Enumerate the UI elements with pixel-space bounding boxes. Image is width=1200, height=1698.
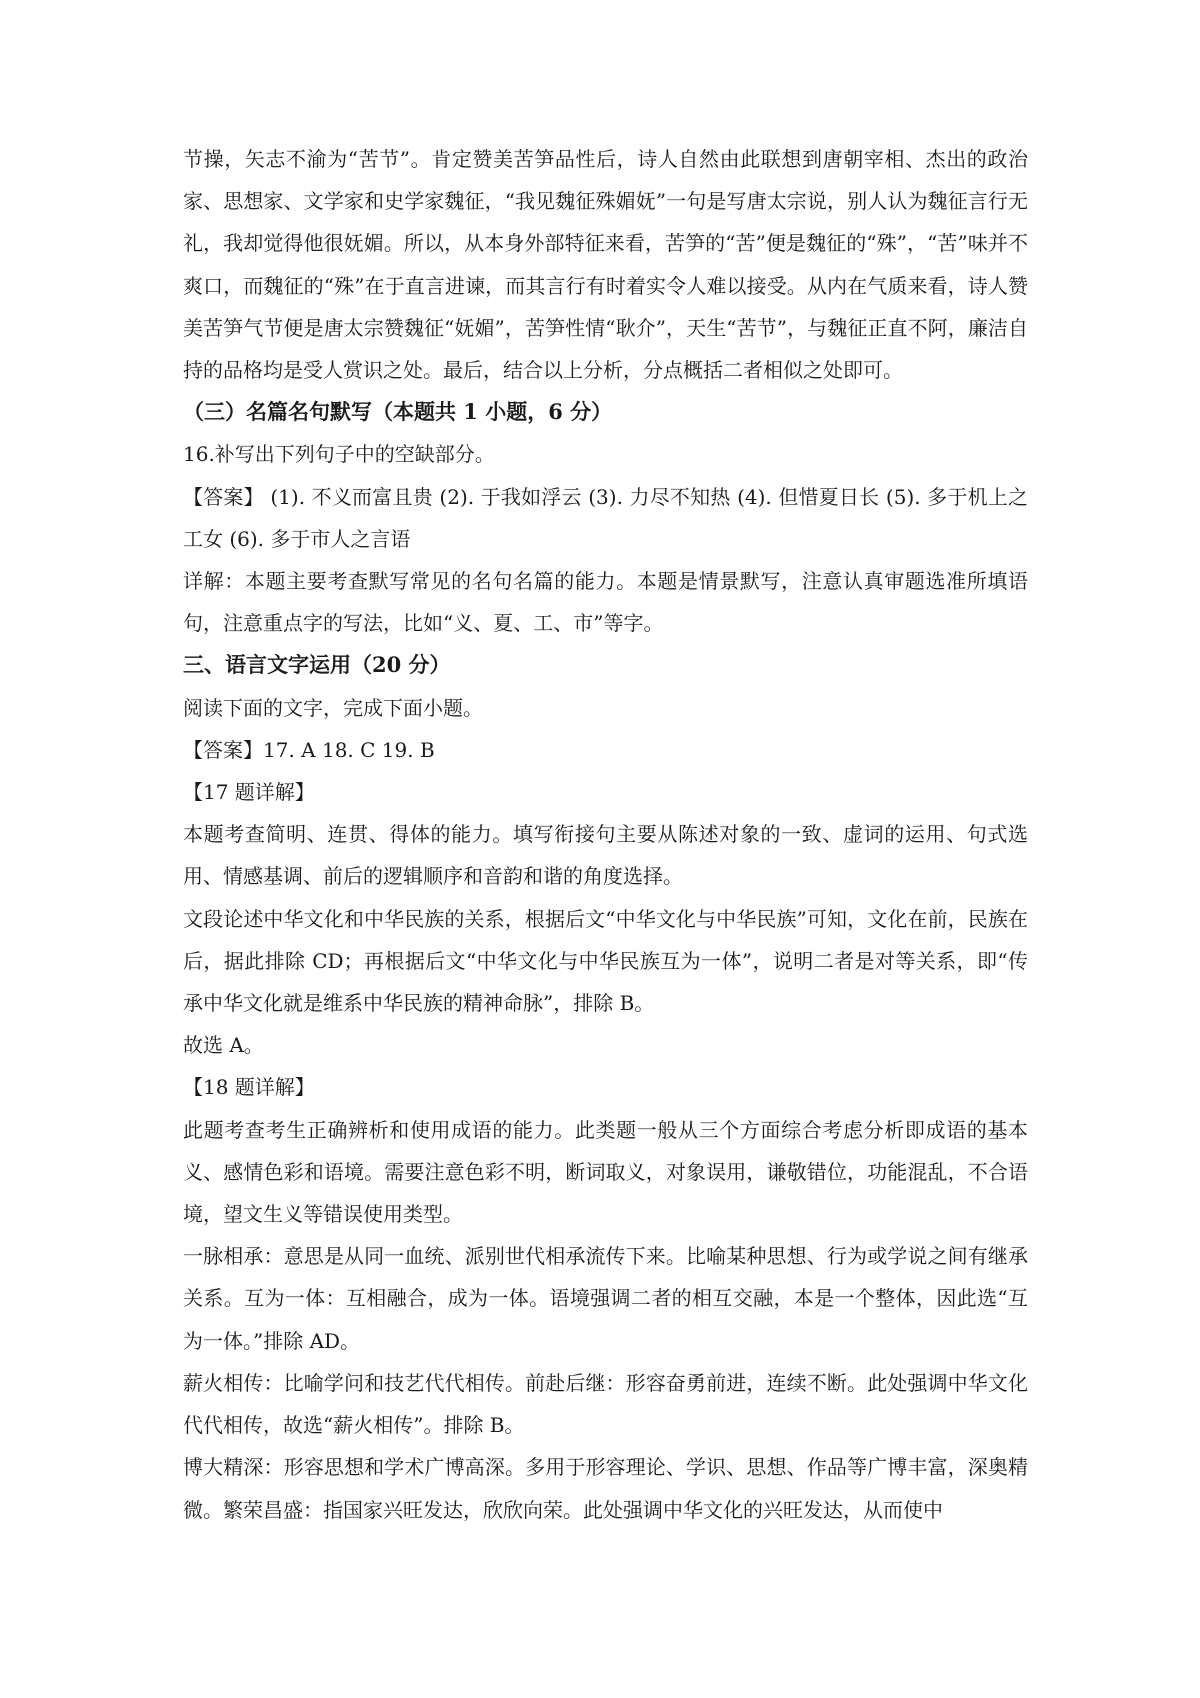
q18-explanation-1: 此题考查考生正确辨析和使用成语的能力。此类题一般从三个方面综合考虑分析即成语的基本义、感情色彩和语境。需要注意色彩不明，断词取义，对象误用，谦敬错位，功能混乱，不合语境，望文生义等错误使用类型。 <box>183 1117 1028 1227</box>
answer-16: 【答案】 (1). 不义而富且贵 (2). 于我如浮云 (3). 力尽不知热 (4). 但惜夏日长 (5). 多于机上之工女 (6). 多于市人之言语 <box>183 484 1028 551</box>
explanation-16: 详解：本题主要考查默写常见的名句名篇的能力。本题是情景默写，注意认真审题选准所填语句，注意重点字的写法，比如“义、夏、工、市”等字。 <box>183 569 1028 636</box>
q18-heading: 【18 题详解】 <box>183 1075 315 1100</box>
document-page <box>183 138 1028 1531</box>
q17-conclusion: 故选 A。 <box>183 1033 264 1058</box>
analysis-paragraph: 节操，矢志不渝为“苦节”。肯定赞美苦笋品性后，诗人自然由此联想到唐朝宰相、杰出的政治家、思想家、文学家和史学家魏征，“我见魏征殊媚妩”一句是写唐太宗说，别人认为魏征言行无礼，我却觉得他很妩媚。所以，从本身外部特征来看，苦笋的“苦”便是魏征的“殊”，“苦”味并不爽口，而魏征的“殊”在于直言进谏，而其言行有时着实令人难以接受。从内在气质来看，诗人赞美苦笋气节便是唐太宗赞魏征“妩媚”，苦笋性情“耿介”，天生“苦节”，与魏征正直不阿，廉洁自持的品格均是受人赏识之处。最后，结合以上分析，分点概括二者相似之处即可。 <box>183 147 1028 383</box>
q18-explanation-3: 薪火相传：比喻学问和技艺代代相传。前赴后继：形容奋勇前进，连续不断。此处强调中华文化代代相传，故选“薪火相传”。排除 B。 <box>183 1370 1028 1438</box>
q18-explanation-4: 博大精深：形容思想和学术广博高深。多用于形容理论、学识、思想、作品等广博丰富，深奥精微。繁荣昌盛：指国家兴旺发达，欣欣向荣。此处强调中华文化的兴旺发达，从而使中 <box>183 1455 1028 1522</box>
q17-heading: 【17 题详解】 <box>183 780 315 805</box>
answer-17-19: 【答案】17. A 18. C 19. B <box>183 737 435 762</box>
q17-explanation-1: 本题考查简明、连贯、得体的能力。填写衔接句主要从陈述对象的一致、虚词的运用、句式选用、情感基调、前后的逻辑顺序和音韵和谐的角度选择。 <box>183 822 1028 889</box>
q17-explanation-2: 文段论述中华文化和中华民族的关系，根据后文“中华文化与中华民族”可知，文化在前，民族在后，据此排除 CD；再根据后文“中华文化与中华民族互为一体”，说明二者是对等关系，即“传承中华文化就是维系中华民族的精神命脉”，排除 B。 <box>183 906 1028 1016</box>
section-heading-language-use: 三、语言文字运用（20 分） <box>183 652 451 678</box>
q18-explanation-2: 一脉相承：意思是从同一血统、派别世代相承流传下来。比喻某种思想、行为或学说之间有继承关系。互为一体：互相融合，成为一体。语境强调二者的相互交融，本是一个整体，因此选“互为一体。”排除 AD。 <box>183 1244 1028 1353</box>
reading-instruction: 阅读下面的文字，完成下面小题。 <box>183 695 483 720</box>
question-16: 16.补写出下列句子中的空缺部分。 <box>183 442 495 467</box>
section-heading-famous-quotes: （三）名篇名句默写（本题共 1 小题，6 分） <box>183 399 613 425</box>
